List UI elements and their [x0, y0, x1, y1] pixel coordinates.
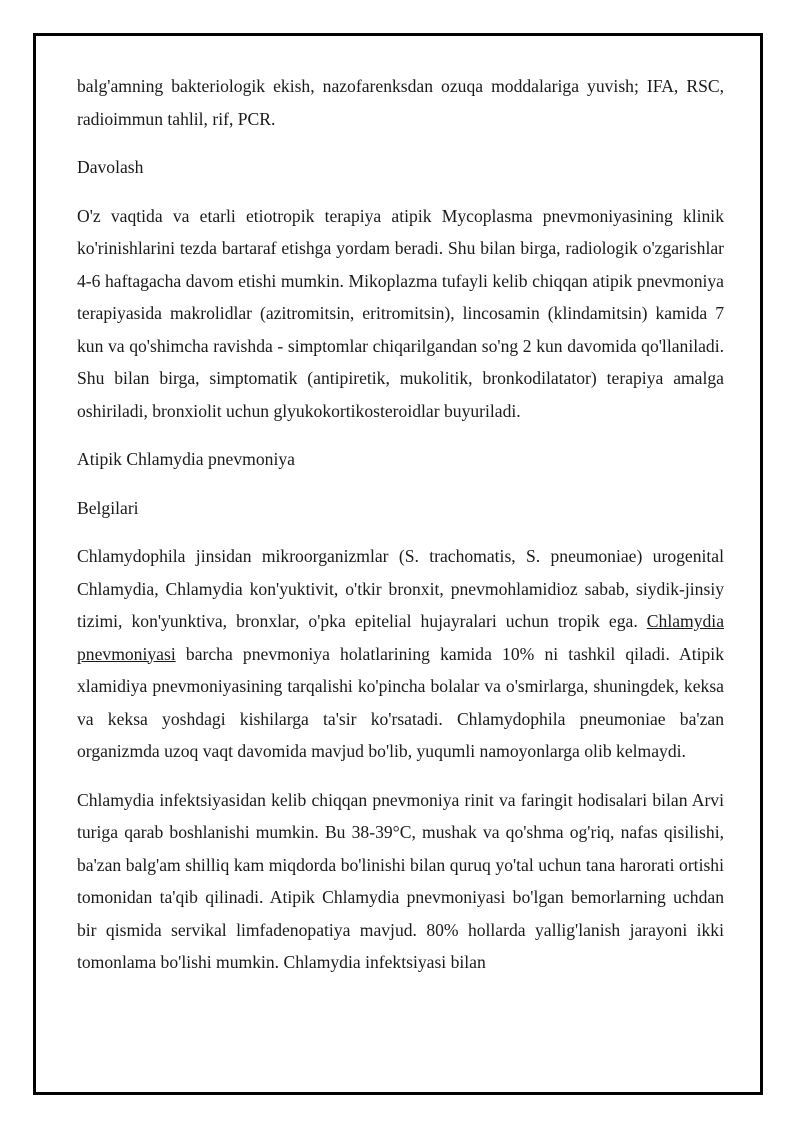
paragraph-text-after-link: barcha pnevmoniya holatlarining kamida 10% ni tashkil qiladi. Atipik xlamidiya pnevmoniyasining tarqalishi ko'pincha bolalar va o'smirlarga, shuningdek, keksa va keksa yoshdagi kishilarga ta'sir ko'rsatadi. Chlamydophila pneumoniae ba'zan organizmda uzoq vaqt davomida mavjud bo'lib, yuqumli namoyonlarga olib kelmaydi. [77, 643, 724, 761]
paragraph-chlamydia-infection: Chlamydia infektsiyasidan kelib chiqqan pnevmoniya rinit va faringit hodisalari bilan Arvi turiga qarab boshlanishi mumkin. Bu 38-39°C, mushak va qo'shma og'riq, nafas qisilishi, ba'zan balg'am shilliq kam miqdorda bo'linishi bilan quruq yo'tal uchun tana harorati ortishi tomonidan ta'qib qilinadi. Atipik Chlamydia pnevmoniyasi bo'lgan bemorlarning uchdan bir qismida servikal limfadenopatiya mavjud. 80% hollarda yallig'lanish jarayoni ikki tomonlama bo'lishi mumkin. Chlamydia infektsiyasi bilan [77, 789, 724, 972]
heading-symptoms: Belgilari [77, 497, 139, 518]
paragraph-text-before-link: Chlamydophila jinsidan mikroorganizmlar (S. trachomatis, S. pneumoniae) urogenital Chlamydia, Chlamydia kon'yuktivit, o'tkir bronxit, pnevmohlamidioz sabab, siydik-jinsiy tizimi, kon'yunktiva, bronxlar, o'pka epitelial hujayralari uchun tropik ega. [77, 546, 724, 631]
chlamydia-pneumonia-link[interactable]: Chlamydia pnevmoniyasi [77, 611, 725, 664]
heading-chlamydia-pneumonia: Atipik Chlamydia pnevmoniya [77, 449, 295, 469]
paragraph-treatment: O'z vaqtida va etarli etiotropik terapiya atipik Mycoplasma pnevmoniyasining klinik ko'rinishlarini tezda bartaraf etishga yordam beradi. Shu bilan birga, radiologik o'zgarishlar 4-6 haftagacha davom etishi mumkin. Mikoplazma tufayli kelib chiqqan atipik pnevmoniya terapiyasida makrolidlar (azitromitsin, eritromitsin), lincosamin (klindamitsin) kamida 7 kun va qo'shimcha ravishda - simptomlar chiqarilgandan so'ng 2 kun davomida qo'llaniladi. Shu bilan birga, simptomatik (antipiretik, mukolitik, bronkodilatator) terapiya amalga oshiriladi, bronxiolit uchun glyukokortikosteroidlar buyuriladi. [77, 205, 724, 421]
paragraph-chlamydophila [77, 540, 724, 768]
document-body [77, 70, 724, 995]
heading-treatment: Davolash [77, 157, 144, 177]
paragraph-diagnostics: balg'amning bakteriologik ekish, nazofarenksdan ozuqa moddalariga yuvish; IFA, RSC, radioimmun tahlil, rif, PCR. [77, 76, 724, 129]
